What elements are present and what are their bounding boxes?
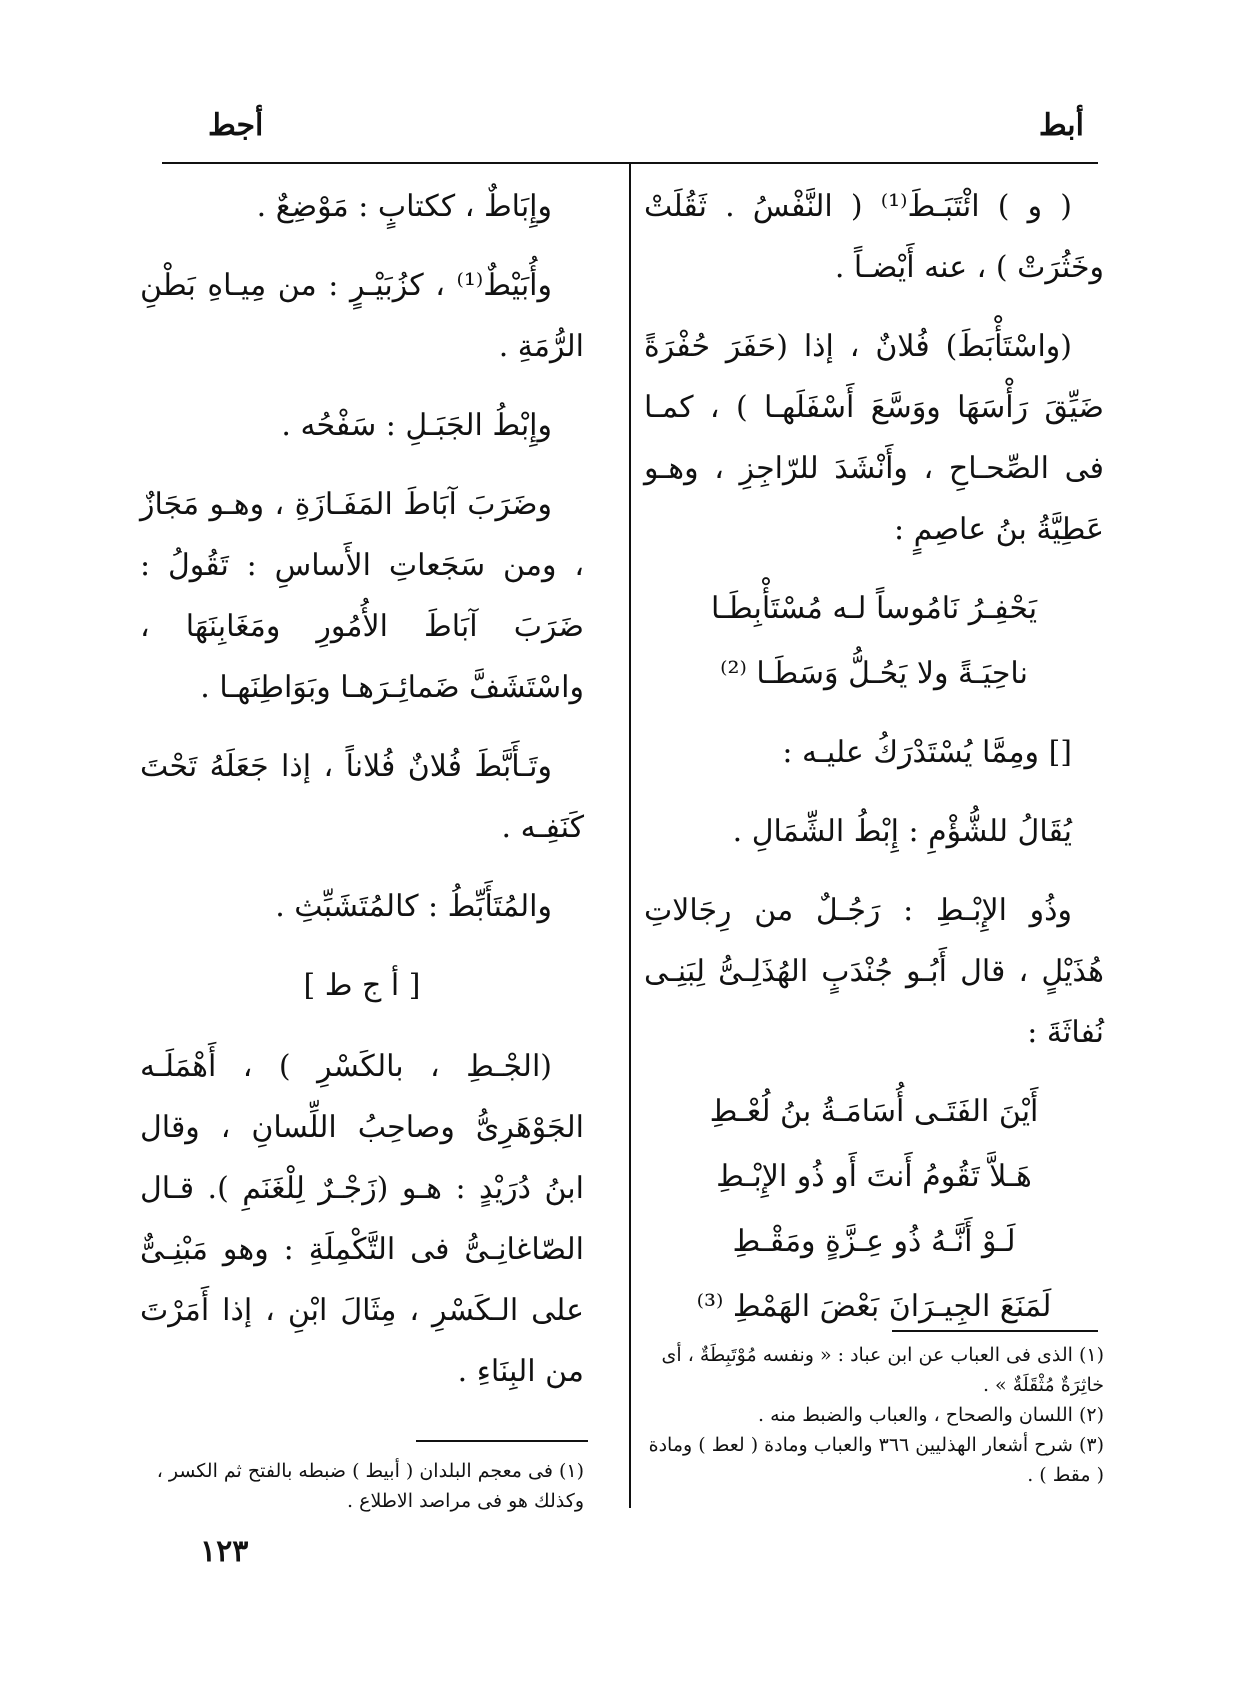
paragraph: يُقَالُ للشُّؤْمِ : إِبْطُ الشِّمَالِ . <box>732 814 1072 849</box>
footnote: (٢) اللسان والصحاح ، والعباب والضبط منه . <box>758 1404 1104 1426</box>
verse-line: لَـوْ أَنَّـهُ ذُو عِـزَّةٍ ومَقْـطِ <box>732 1224 1016 1259</box>
paragraph: (واسْتَأْبَطَ) فُلانٌ ، إذا (حَفَرَ حُفْرَةً ضَيِّقَ رَأْسَهَا ووَسَّعَ أَسْفَلَهـا ) ، كمـا فى الصِّحـاحِ ، وأَنْشَدَ للرّاجِزِ ، وهـو عَطِيَّةُ بنُ عاصِمٍ : <box>644 329 1104 547</box>
left-column <box>140 176 584 1420</box>
footnotes-right <box>644 1340 1104 1490</box>
verse-line: يَحْفِـرُ نَامُوساً لـه مُسْتَأْبِطَـا <box>710 591 1038 626</box>
paragraph: ( و ) ائْتَبَـطَ⁽¹⁾ ( النَّفْسُ . ثَقُلَتْ وخَثُرَتْ ) ، عنه أَيْضـاً . <box>644 189 1104 285</box>
paragraph: وإِبَاطٌ ، ككتابٍ : مَوْضِعٌ . <box>256 189 552 224</box>
footnote: (١) فى معجم البلدان ( أبيط ) ضبطه بالفتح ثم الكسر ، وكذلك هو فى مراصد الاطلاع . <box>156 1460 584 1512</box>
footnote-rule <box>416 1440 588 1442</box>
entry-title: [ أ ج ط ] <box>303 968 421 1003</box>
paragraph: وذُو الإِبْـطِ : رَجُـلٌ من رِجَالاتِ هُذَيْلٍ ، قال أَبُـو جُنْدَبٍ الهُذَلِـىُّ لِبَنِـى نُفاثَةَ : <box>644 893 1104 1050</box>
page-number: ١٢٣ <box>200 1534 249 1569</box>
header-right-entry: أبط <box>1038 108 1084 143</box>
footnote: (١) الذى فى العباب عن ابن عباد : « ونفسه مُوْتَبِطَةٌ ، أى خاثِرَةٌ مُثْقَلَةٌ » . <box>661 1344 1104 1396</box>
paragraph: وإِبْطُ الجَبَـلِ : سَفْحُه . <box>281 408 552 443</box>
verse-line: هَـلاَّ تَقُومُ أَنتَ أَو ذُو الإِبْـطِ <box>716 1159 1032 1194</box>
verse-line: أَيْنَ الفَتَـى أُسَامَـةُ بنُ لُعْـطِ <box>709 1094 1039 1129</box>
footnote: (٣) شرح أشعار الهذليين ٣٦٦ والعباب ومادة ( لعط ) ومادة ( مقط ) . <box>648 1434 1104 1486</box>
footnote-rule <box>892 1330 1098 1332</box>
paragraph: وضَرَبَ آبَاطَ المَفَـازَةِ ، وهـو مَجَازٌ ، ومن سَجَعاتِ الأَساسِ : تَقُولُ : ضَرَبَ آبَاطَ الأُمُورِ ومَغَابِنَهَا ، واسْتَشَفَّ ضَمائِـرَهـا وبَوَاطِنَهـا . <box>140 487 584 705</box>
paragraph: وأُبَيْطٌ⁽¹⁾ ، كزُبَيْـرٍ : من مِيـاهِ بَطْنِ الرُّمَةِ . <box>140 268 584 364</box>
paragraph: (الجْـطِ ، بالكَسْرِ ) ، أَهْمَلَـه الجَوْهَرِىُّ وصاحِبُ اللِّسانِ ، وقال ابنُ دُرَيْدٍ : هـو (زَجْـرٌ لِلْغَنَمِ ). قـال الصّاغانِـىُّ فى التَّكْمِلَةِ : وهو مَبْنِـىٌّ على الـكَسْرِ ، مِثَالَ ابْنِ ، إذا أَمَرْتَ من البِنَاءِ . <box>140 1049 584 1389</box>
footnotes-left <box>144 1456 584 1516</box>
mustadrak-heading: [] ومِمَّا يُسْتَدْرَكُ عليـه : <box>782 735 1072 770</box>
column-divider <box>629 164 631 1508</box>
right-column <box>644 176 1104 1341</box>
verse-line: لَمَنَعَ الجِيـرَانَ بَعْضَ الهَمْطِ ⁽³⁾ <box>696 1289 1052 1324</box>
paragraph: وتَـأَبَّطَ فُلانٌ فُلاناً ، إذا جَعَلَهُ تَحْتَ كَنَفِـه . <box>140 749 584 845</box>
header-left-entry: أجط <box>208 108 264 143</box>
verse-line: ناحِيَـةً ولا يَحُـلُّ وَسَطَـا ⁽²⁾ <box>720 656 1028 691</box>
paragraph: والمُتَأَبِّطُ : كالمُتَشَبِّثِ . <box>275 889 552 924</box>
